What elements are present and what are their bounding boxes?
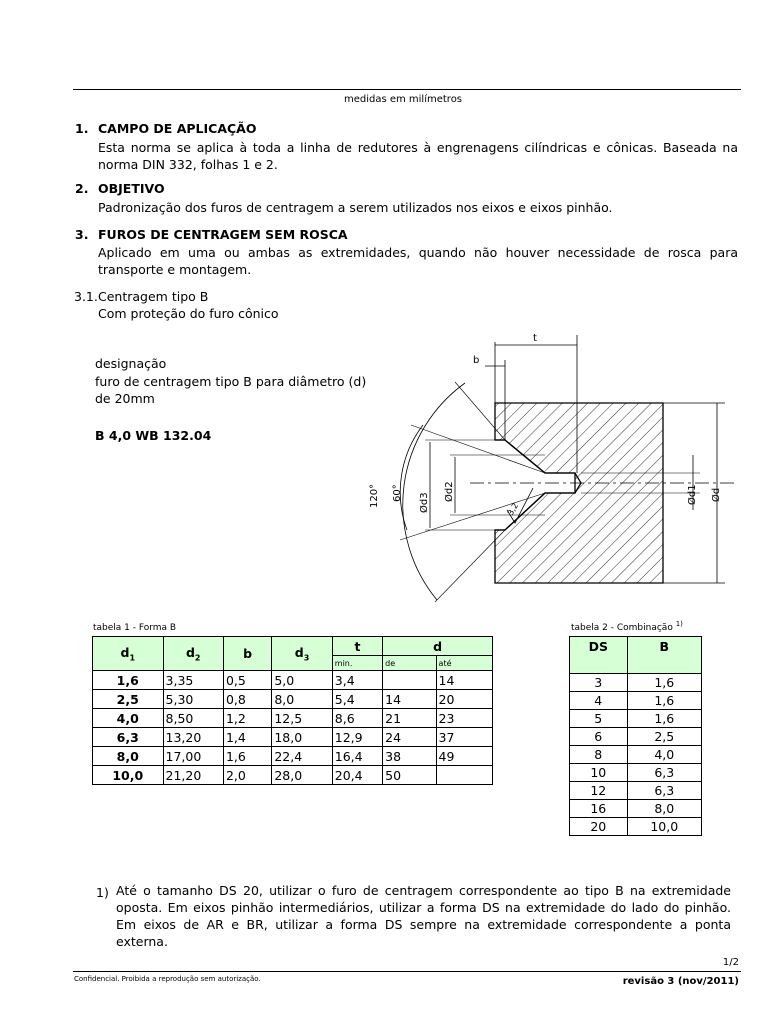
table-cell: 10 [570, 764, 628, 782]
table-cell: 8,6 [332, 709, 382, 728]
table-row [570, 728, 702, 746]
dim-b-label: b [473, 355, 480, 366]
subsection-number: 3.1. [74, 289, 98, 304]
dim-d3-label: Ød3 [419, 492, 430, 513]
table-cell: 12,5 [272, 709, 332, 728]
header-rule [73, 89, 741, 90]
section-2-number: 2. [75, 181, 89, 196]
table-cell: 18,0 [272, 728, 332, 747]
table2-combinacao [569, 636, 702, 836]
table-row [93, 766, 493, 785]
t1-subheader-min: min. [332, 656, 382, 671]
table-cell: 12 [570, 782, 628, 800]
table-cell: 20,4 [332, 766, 382, 785]
table-cell: 3,35 [163, 671, 223, 690]
footnote-text: Até o tamanho DS 20, utilizar o furo de centragem correspondente ao tipo B na extremidade oposta. Em eixos pinhão intermediários, utilizar a forma DS na extremidade do lado do pinhão. Em eixos de AR e BR, utilizar a forma DS sempre na extremidade correspondente a ponta externa. [116, 883, 731, 949]
section-1-number: 1. [75, 121, 89, 136]
designation-code: B 4,0 WB 132.04 [95, 428, 212, 443]
t1-subheader-de: de [383, 656, 436, 671]
section-3-title: FUROS DE CENTRAGEM SEM ROSCA [98, 227, 348, 242]
table-cell: 14 [383, 690, 436, 709]
table1-forma-b [92, 636, 493, 785]
table-row [570, 674, 702, 692]
table-cell: 3 [570, 674, 628, 692]
table-cell [436, 766, 492, 785]
table-cell: 20 [436, 690, 492, 709]
table-row [93, 747, 493, 766]
table-cell: 16,4 [332, 747, 382, 766]
table-cell: 3,4 [332, 671, 382, 690]
dim-d1-label: Ød1 [687, 484, 698, 505]
center-hole-drawing [355, 330, 740, 620]
footer-rule [73, 971, 741, 972]
table-cell: 20 [570, 818, 628, 836]
table-cell: 6,3 [627, 782, 701, 800]
table-cell: 6 [570, 728, 628, 746]
table-cell: 13,20 [163, 728, 223, 747]
table-row [570, 800, 702, 818]
table-cell: 4 [570, 692, 628, 710]
t1-header-d2: $d_2$ [163, 637, 223, 671]
table-cell: 1,6 [627, 692, 701, 710]
table-cell: 28,0 [272, 766, 332, 785]
table-cell: 16 [570, 800, 628, 818]
t1-header-d3: $d_3$ [272, 637, 332, 671]
section-1-title: CAMPO DE APLICAÇÃO [98, 121, 257, 136]
table-cell: 1,6 [223, 747, 271, 766]
table-cell: 8,0 [93, 747, 164, 766]
table1-caption: tabela 1 - Forma B [93, 623, 177, 633]
table-cell: 0,5 [223, 671, 271, 690]
page-number: 1/2 [722, 957, 739, 968]
table-cell: 5,0 [272, 671, 332, 690]
units-note: medidas em milímetros [343, 94, 463, 105]
table-cell: 1,6 [93, 671, 164, 690]
t1-header-d1: $d_1$ [93, 637, 164, 671]
table-cell: 38 [383, 747, 436, 766]
table-row [570, 710, 702, 728]
table-cell: 4,0 [93, 709, 164, 728]
confidential-note: Confidencial. Proibida a reprodução sem autorização. [74, 975, 261, 983]
table-cell: 12,9 [332, 728, 382, 747]
table-row [570, 782, 702, 800]
table-cell: 1,2 [223, 709, 271, 728]
table-cell: 0,8 [223, 690, 271, 709]
table-cell: 8,0 [627, 800, 701, 818]
table-cell: 22,4 [272, 747, 332, 766]
table-cell: 49 [436, 747, 492, 766]
designation-label: designação [95, 356, 167, 371]
dim-d-label: Ød [711, 487, 722, 502]
footnote-marker: 1) [96, 885, 109, 900]
table-cell: 1,4 [223, 728, 271, 747]
table-row [570, 692, 702, 710]
t1-header-b: b [223, 637, 271, 671]
table-cell: 21 [383, 709, 436, 728]
table-row [570, 818, 702, 836]
dim-t-label: t [533, 333, 537, 344]
table-cell: 24 [383, 728, 436, 747]
table-cell: 8,0 [272, 690, 332, 709]
table-cell [383, 671, 436, 690]
t1-header-t: t [332, 637, 382, 656]
table-row [570, 764, 702, 782]
table2-caption: tabela 2 - Combinação $^{1)}$ [571, 620, 683, 633]
table-cell: 4,0 [627, 746, 701, 764]
table-cell: 6,3 [93, 728, 164, 747]
table-row [93, 671, 493, 690]
table-row [93, 728, 493, 747]
section-2-title: OBJETIVO [98, 181, 165, 196]
table-cell: 21,20 [163, 766, 223, 785]
table-cell: 10,0 [93, 766, 164, 785]
table-cell: 14 [436, 671, 492, 690]
table-cell: 2,0 [223, 766, 271, 785]
table-cell: 10,0 [627, 818, 701, 836]
t2-header-b: B [627, 637, 701, 674]
dim-d2-label: Ød2 [444, 481, 455, 502]
table-cell: 37 [436, 728, 492, 747]
table-cell: 23 [436, 709, 492, 728]
t1-header-d: d [383, 637, 493, 656]
table-cell: 17,00 [163, 747, 223, 766]
table-cell: 8,50 [163, 709, 223, 728]
revision-label: revisão 3 (nov/2011) [622, 976, 739, 987]
table-cell: 50 [383, 766, 436, 785]
table-cell: 5,30 [163, 690, 223, 709]
table-row [93, 690, 493, 709]
section-3-body: Aplicado em uma ou ambas as extremidades, quando não houver necessidade de rosca para transporte e montagem. [98, 245, 738, 277]
table-cell: 1,6 [627, 674, 701, 692]
t2-header-ds: DS [570, 637, 628, 674]
section-2-body: Padronização dos furos de centragem a serem utilizados nos eixos e eixos pinhão. [98, 200, 613, 215]
subsection-title: Centragem tipo B [98, 289, 209, 304]
table-row [93, 709, 493, 728]
surface-finish-label: 3,2 [505, 501, 521, 517]
table-cell: 2,5 [93, 690, 164, 709]
table-cell: 6,3 [627, 764, 701, 782]
table-cell: 5 [570, 710, 628, 728]
table-cell: 2,5 [627, 728, 701, 746]
designation-line-2: furo de centragem tipo B para diâmetro (d) [95, 374, 367, 389]
subsection-note: Com proteção do furo cônico [98, 306, 279, 321]
section-3-number: 3. [75, 227, 89, 242]
section-1-body: Esta norma se aplica à toda a linha de redutores à engrenagens cilíndricas e cônicas. Baseada na norma DIN 332, folhas 1 e 2. [98, 140, 738, 172]
angle-60-label: 60° [392, 484, 403, 502]
table-cell: 1,6 [627, 710, 701, 728]
t1-subheader-ate: até [436, 656, 492, 671]
designation-line-3: de 20mm [95, 391, 155, 406]
angle-120-label: 120° [369, 483, 380, 508]
table-cell: 5,4 [332, 690, 382, 709]
table-cell: 8 [570, 746, 628, 764]
table-row [570, 746, 702, 764]
